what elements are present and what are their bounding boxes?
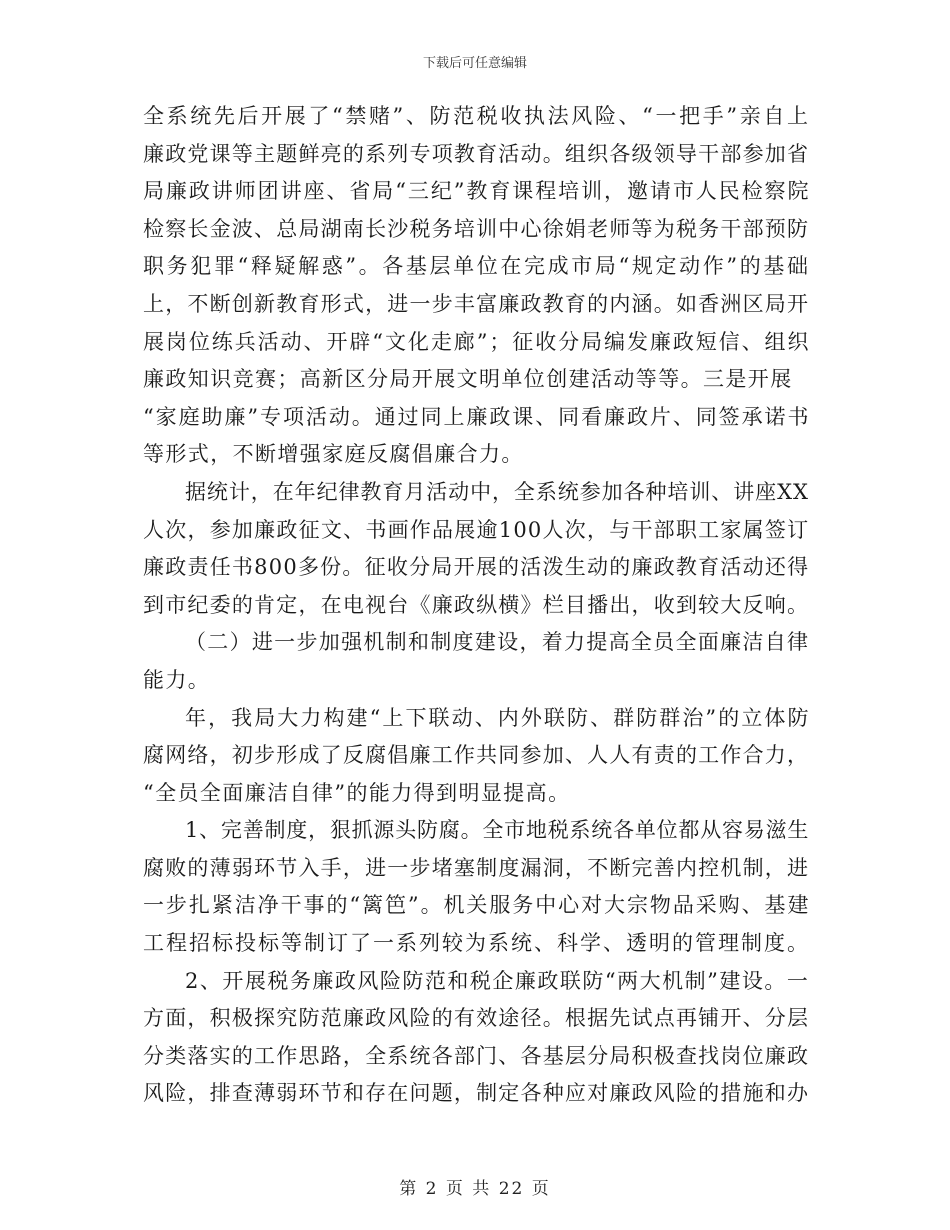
text-line: [143, 812, 808, 850]
text-line: [143, 624, 808, 662]
text-line-content: 一步扎紧洁净干事的“篱笆”。机关服务中心对大宗物品采购、基建: [143, 893, 811, 918]
text-line: [143, 1038, 808, 1076]
text-line: [143, 136, 808, 174]
text-line-content: 风险，排查薄弱环节和存在问题，制定各种应对廉政风险的措施和办: [143, 1081, 810, 1106]
document-body: [143, 98, 811, 1113]
text-line: [143, 775, 808, 813]
text-line-content: 年，我局大力构建“上下联动、内外联防、群防群治”的立体防: [185, 705, 811, 730]
text-line-content: 腐网络，初步形成了反腐倡廉工作共同参加、人人有责的工作合力，: [143, 743, 810, 768]
text-line: [143, 737, 808, 775]
text-line: [143, 887, 811, 925]
text-line: [143, 324, 811, 362]
text-line: [143, 436, 808, 474]
text-line-content: 能力。: [143, 667, 211, 692]
text-line: [143, 587, 808, 625]
text-line: [143, 286, 808, 324]
text-line: [143, 850, 808, 888]
text-line: [143, 211, 808, 249]
text-line-content: 等形式，不断增强家庭反腐倡廉合力。: [143, 442, 524, 467]
text-line-content: （二）进一步加强机制和制度建设，着力提高全员全面廉洁自律: [185, 630, 810, 655]
text-line: [143, 474, 808, 512]
text-line-content: 腐败的薄弱环节入手，进一步堵塞制度漏洞，不断完善内控机制，进: [143, 855, 810, 880]
text-line-content: “家庭助廉”专项活动。通过同上廉政课、同看廉政片、同签承诺书: [143, 404, 811, 429]
text-line-content: 检察长金波、总局湖南长沙税务培训中心徐娟老师等为税务干部预防: [143, 216, 810, 241]
text-line-content: 1、完善制度，狠抓源头防腐。全市地税系统各单位都从容易滋生: [185, 818, 810, 843]
text-line-content: 工程招标投标等制订了一系列较为系统、科学、透明的管理制度。: [143, 931, 810, 956]
text-line-content: 廉政党课等主题鲜亮的系列专项教育活动。组织各级领导干部参加省: [143, 141, 810, 166]
text-line: [143, 399, 811, 437]
text-line: [143, 361, 808, 399]
text-line-content: 展岗位练兵活动、开辟“文化走廊”；征收分局编发廉政短信、组织: [143, 329, 811, 354]
text-line-content: 廉政责任书800多份。征收分局开展的活泼生动的廉政教育活动还得: [143, 555, 810, 580]
text-line: [143, 248, 811, 286]
text-line-content: 全系统先后开展了“禁赌”、防范税收执法风险、“一把手”亲自上: [143, 104, 811, 128]
text-line: [143, 925, 808, 963]
text-line-content: 职务犯罪“释疑解惑”。各基层单位在完成市局“规定动作”的基础: [143, 254, 811, 279]
page-header: 下载后可任意编辑: [422, 56, 527, 71]
text-line-content: 分类落实的工作思路，全系统各部门、各基层分局积极查找岗位廉政: [143, 1043, 810, 1068]
text-line-content: 人次，参加廉政征文、书画作品展逾100人次，与干部职工家属签订: [143, 517, 810, 542]
text-line-content: 据统计，在年纪律教育月活动中，全系统参加各种培训、讲座XX: [185, 479, 809, 504]
text-line-content: 2、开展税务廉政风险防范和税企廉政联防“两大机制”建设。一: [185, 968, 810, 993]
text-line-content: 上，不断创新教育形式，进一步丰富廉政教育的内涵。如香洲区局开: [143, 291, 810, 316]
text-line-content: “全员全面廉洁自律”的能力得到明显提高。: [143, 780, 571, 805]
text-line-content: 到市纪委的肯定，在电视台《廉政纵横》栏目播出，收到较大反响。: [143, 592, 810, 617]
text-line: [143, 1075, 808, 1113]
text-line: [143, 963, 808, 1001]
page-footer: 第 2 页 共 22 页: [399, 1179, 551, 1199]
text-line: [143, 700, 811, 738]
text-line-content: 方面，积极探究防范廉政风险的有效途径。根据先试点再铺开、分层: [143, 1006, 810, 1031]
text-line: [143, 173, 811, 211]
text-line-content: 廉政知识竞赛；高新区分局开展文明单位创建活动等等。三是开展: [143, 367, 793, 392]
text-line: [143, 662, 808, 700]
text-line: [143, 98, 811, 136]
text-line: [143, 1000, 808, 1038]
text-line-content: 局廉政讲师团讲座、省局“三纪”教育课程培训，邀请市人民检察院: [143, 179, 811, 204]
text-line: [143, 512, 808, 550]
text-line: [143, 549, 808, 587]
